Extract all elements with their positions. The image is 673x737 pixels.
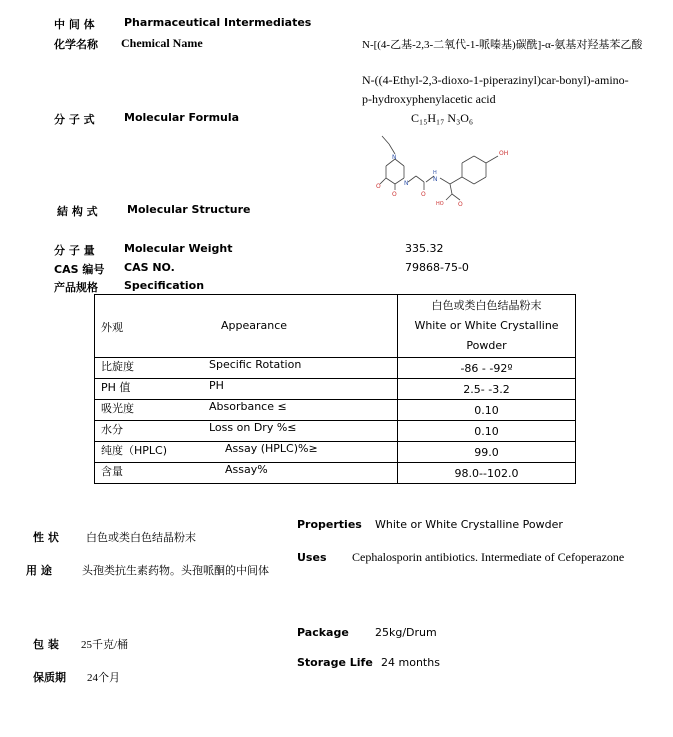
structure-atom-o4: O [458, 201, 463, 208]
table-row [95, 421, 576, 442]
properties-label-zh: 性 状 [33, 531, 59, 544]
structure-atom-ho: HO [436, 201, 444, 207]
package-label-zh: 包 装 [33, 638, 59, 651]
row-label-zh: 吸光度 [101, 402, 134, 415]
weight-label-en: Molecular Weight [124, 242, 233, 255]
specification-table [94, 294, 576, 484]
chemname-value-zh: N-[(4-乙基-2,3-二氧代-1-哌嗪基)碳酰]-α-氨基对羟基苯乙酸 [362, 39, 643, 51]
intermediate-label-en: Pharmaceutical Intermediates [124, 16, 312, 29]
formula-value: C₁₅H₁₇ N₃O₆ [411, 111, 474, 125]
storage-label-en: Storage Life [297, 656, 373, 669]
chemname-value-en-line1: N-((4-Ethyl-2,3-dioxo-1-piperazinyl)car-bonyl)-amino- [362, 73, 629, 87]
cas-label-zh: CAS 编号 [54, 263, 105, 276]
formula-label-zh: 分 子 式 [54, 113, 95, 126]
uses-label-zh: 用 途 [26, 564, 52, 577]
storage-value-en: 24 months [381, 656, 440, 669]
structure-atom-n3: N [433, 176, 438, 183]
structure-atom-o2: O [392, 191, 397, 198]
package-value-zh: 25千克/桶 [81, 639, 129, 651]
row-label-zh: 水分 [101, 423, 123, 436]
row-label-zh: 含量 [101, 465, 123, 478]
appearance-label-zh: 外观 [101, 321, 123, 334]
row-label-zh: 比旋度 [101, 360, 134, 373]
table-row [95, 463, 576, 484]
row-label-en: Loss on Dry %≤ [209, 421, 297, 434]
specification-label-zh: 产品规格 [54, 281, 98, 294]
formula-label-en: Molecular Formula [124, 111, 240, 124]
appearance-value-zh: 白色或类白色结晶粉末 [431, 299, 542, 312]
structure-label-en: Molecular Structure [127, 203, 251, 216]
row-value: 0.10 [398, 400, 576, 421]
row-label-en: Assay (HPLC)%≥ [225, 442, 318, 455]
structure-atom-o1: O [376, 183, 381, 190]
row-label-zh: 纯度（HPLC) [101, 444, 168, 457]
appearance-value-en: White or White Crystalline Powder [414, 319, 559, 352]
storage-value-zh: 24个月 [87, 672, 120, 684]
row-label-en: Absorbance ≤ [209, 400, 287, 413]
table-row [95, 442, 576, 463]
row-value: -86 - -92º [398, 358, 576, 379]
structure-atom-oh: OH [499, 150, 509, 157]
row-label-en: PH [209, 379, 224, 392]
row-label-en: Assay% [225, 463, 268, 476]
intermediate-label-zh: 中 间 体 [54, 18, 95, 31]
appearance-label-en: Appearance [221, 319, 288, 332]
specification-label-en: Specification [124, 279, 205, 292]
properties-value-en: White or White Crystalline Powder [375, 518, 563, 531]
chemname-label-en: Chemical Name [121, 36, 203, 50]
row-value: 0.10 [398, 421, 576, 442]
structure-label-zh: 結 构 式 [57, 205, 98, 218]
table-row [95, 400, 576, 421]
properties-label-en: Properties [297, 518, 362, 531]
properties-value-zh: 白色或类白色结晶粉末 [86, 532, 196, 544]
structure-atom-h: H [433, 170, 437, 176]
chemname-value-en-line2: p-hydroxyphenylacetic acid [362, 92, 496, 106]
structure-atom-n1: N [392, 154, 397, 161]
row-label-en: Specific Rotation [209, 358, 302, 371]
row-value: 99.0 [398, 442, 576, 463]
uses-value-en: Cephalosporin antibiotics. Intermediate of Cefoperazone [352, 550, 625, 564]
structure-atom-o3: O [421, 191, 426, 198]
package-label-en: Package [297, 626, 349, 639]
storage-label-zh: 保质期 [33, 671, 66, 684]
appearance-value-cell [398, 295, 576, 358]
weight-label-zh: 分 子 量 [54, 244, 95, 257]
table-row [95, 379, 576, 400]
structure-atom-n2: N [404, 180, 409, 187]
appearance-cell [95, 295, 398, 358]
molecular-structure-diagram [368, 130, 528, 210]
package-value-en: 25kg/Drum [375, 626, 437, 639]
cas-label-en: CAS NO. [124, 261, 175, 274]
table-row [95, 358, 576, 379]
row-label-zh: PH 值 [101, 381, 131, 394]
uses-value-zh: 头孢类抗生素药物。头孢哌酮的中间体 [82, 565, 269, 577]
uses-label-en: Uses [297, 551, 327, 564]
chemname-label-zh: 化学名称 [54, 38, 98, 51]
cas-value: 79868-75-0 [405, 261, 469, 274]
row-value: 98.0--102.0 [398, 463, 576, 484]
weight-value: 335.32 [405, 242, 444, 255]
row-value: 2.5- -3.2 [398, 379, 576, 400]
table-header-row [95, 295, 576, 358]
